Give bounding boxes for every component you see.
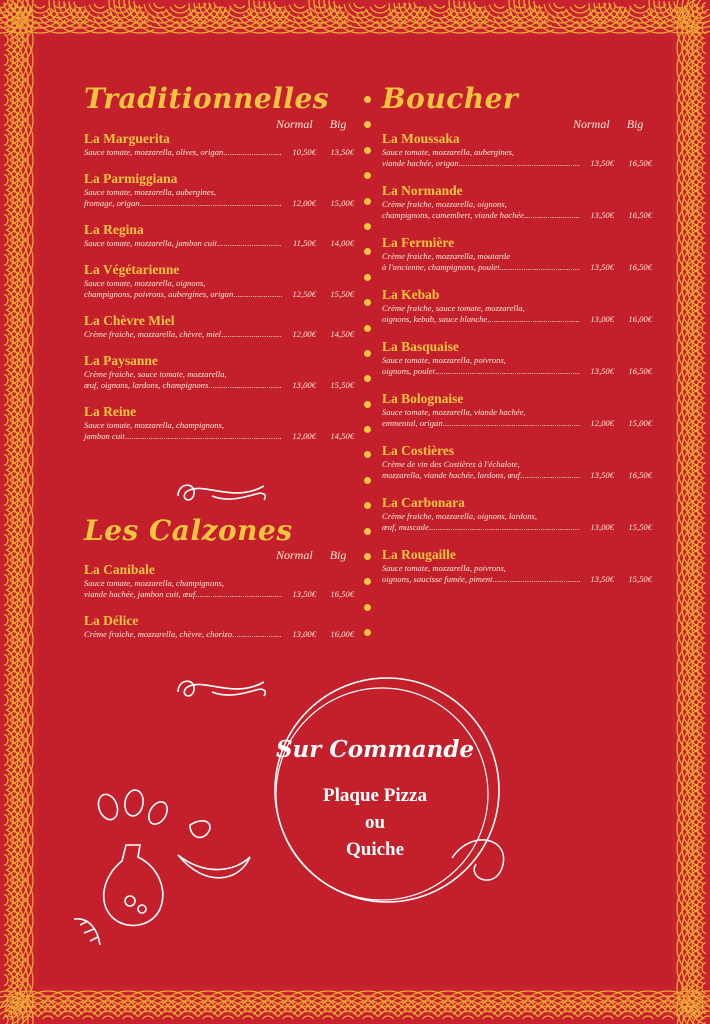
item-description: Sauce tomate, mozzarella, jambon cuit xyxy=(84,238,217,248)
leader-dots xyxy=(500,262,580,272)
item-name: La Reine xyxy=(84,404,137,419)
section-title-traditionnelles: Traditionnelles xyxy=(84,82,330,115)
commande-line-3: Quiche xyxy=(345,839,405,860)
item-description: à l'ancienne, champignons, poulet xyxy=(382,262,500,272)
leader-dots xyxy=(487,314,580,324)
price-big: 13,50€ xyxy=(330,147,354,157)
leader-dots xyxy=(459,158,580,168)
item-price-row xyxy=(382,262,652,273)
item-description: œuf, oignons, lardons, champignons xyxy=(84,380,209,390)
item-price-row xyxy=(84,147,354,158)
item-description: mozzarella, viande hachée, lardons, œuf xyxy=(382,470,521,480)
price-normal: 13,50€ xyxy=(590,366,614,376)
item-price-row xyxy=(382,574,652,585)
item-name: La Costières xyxy=(382,443,455,458)
item-description: champignons, poivrons, aubergines, origan xyxy=(84,289,234,299)
item-description: Crème fraiche, mozzarella, oignons, lardons, xyxy=(382,511,538,521)
item-description: jambon cuit xyxy=(84,431,125,441)
leader-dots xyxy=(125,431,282,441)
col-big-label: Big xyxy=(329,548,347,562)
column-headers-calzones xyxy=(276,548,346,563)
item-price-row xyxy=(84,238,354,249)
price-big: 16,50€ xyxy=(628,262,652,272)
item-price-row xyxy=(382,418,652,429)
item-description: Crème fraiche, sauce tomate, mozzarella, xyxy=(382,303,525,313)
item-price-row xyxy=(382,158,652,169)
price-big: 14,50€ xyxy=(330,431,354,441)
menu-item xyxy=(84,171,354,209)
menu-item xyxy=(84,222,354,249)
price-big: 14,50€ xyxy=(330,329,354,339)
item-price-row xyxy=(84,380,354,391)
col-big-label: Big xyxy=(329,117,347,131)
leader-dots xyxy=(195,589,282,599)
item-description: champignons, camembert, viande hachée xyxy=(382,210,524,220)
item-description: Sauce tomate, mozzarella, viande hachée, xyxy=(382,407,526,417)
item-price-row xyxy=(84,431,354,442)
leader-dots xyxy=(208,380,282,390)
price-normal: 13,00€ xyxy=(292,380,316,390)
item-description: œuf, muscade xyxy=(382,522,429,532)
price-normal: 12,50€ xyxy=(292,289,316,299)
menu-item xyxy=(84,131,354,158)
menu-item xyxy=(382,547,652,585)
item-price-row xyxy=(382,366,652,377)
price-big: 16,00€ xyxy=(330,629,354,639)
item-name: La Chèvre Miel xyxy=(84,313,175,328)
price-big: 14,00€ xyxy=(330,238,354,248)
item-name: La Parmiggiana xyxy=(84,171,178,186)
price-normal: 12,00€ xyxy=(292,329,316,339)
price-big: 15,00€ xyxy=(330,198,354,208)
item-price-row xyxy=(84,198,354,209)
col-normal-label: Normal xyxy=(573,117,610,131)
price-normal: 13,50€ xyxy=(590,574,614,584)
leader-dots xyxy=(435,366,580,376)
item-description: Sauce tomate, mozzarella, poivrons, xyxy=(382,563,506,573)
item-description: oignons, kebab, sauce blanche xyxy=(382,314,488,324)
item-description: oignons, saucisse fumée, piment xyxy=(382,574,493,584)
price-big: 16,50€ xyxy=(628,158,652,168)
item-price-row xyxy=(84,589,354,600)
item-name: La Moussaka xyxy=(382,131,460,146)
menu-item xyxy=(84,262,354,300)
menu-item xyxy=(382,131,652,169)
section-title-boucher: Boucher xyxy=(382,82,519,115)
menu-item xyxy=(84,562,354,600)
item-name: La Fermière xyxy=(382,235,455,250)
leader-dots xyxy=(524,210,580,220)
menu-item xyxy=(84,613,354,640)
item-name: La Bolognaise xyxy=(382,391,464,406)
menu-item xyxy=(382,183,652,221)
commande-title: Sur Commande xyxy=(275,736,475,763)
price-big: 16,50€ xyxy=(330,589,354,599)
price-big: 16,00€ xyxy=(628,314,652,324)
item-description: Crème fraiche, mozzarella, moutarde xyxy=(382,251,511,261)
price-big: 15,50€ xyxy=(330,380,354,390)
price-normal: 13,50€ xyxy=(590,158,614,168)
leader-dots xyxy=(221,329,282,339)
leader-dots xyxy=(217,238,282,248)
item-description: Sauce tomate, mozzarella, aubergines, xyxy=(382,147,515,157)
item-description: viande hachée, origan xyxy=(382,158,459,168)
item-description: Crème de vin des Costières à l'échalote, xyxy=(382,459,520,469)
item-name: La Canibale xyxy=(84,562,155,577)
menu-item xyxy=(84,353,354,391)
menu-item xyxy=(382,391,652,429)
price-normal: 12,00€ xyxy=(590,418,614,428)
item-description: Sauce tomate, mozzarella, oignons, xyxy=(84,278,206,288)
item-price-row xyxy=(84,289,354,300)
item-name: La Paysanne xyxy=(84,353,158,368)
price-normal: 13,50€ xyxy=(590,470,614,480)
menu-item xyxy=(382,235,652,273)
item-name: La Regina xyxy=(84,222,144,237)
menu-item xyxy=(382,287,652,325)
item-price-row xyxy=(382,470,652,481)
flourish-ornament xyxy=(172,476,272,510)
column-headers-boucher xyxy=(573,117,643,132)
column-headers-traditionnelles xyxy=(276,117,346,132)
price-normal: 12,00€ xyxy=(292,431,316,441)
section-title-calzones: Les Calzones xyxy=(84,514,293,547)
item-name: La Basquaise xyxy=(382,339,459,354)
item-description: oignons, poulet xyxy=(382,366,435,376)
leader-dots xyxy=(520,470,580,480)
item-name: La Normande xyxy=(382,183,463,198)
item-description: Crème fraiche, mozzarella, chèvre, chorizo xyxy=(84,629,233,639)
item-price-row xyxy=(84,629,354,640)
item-description: Sauce tomate, mozzarella, olives, origan xyxy=(84,147,224,157)
col-normal-label: Normal xyxy=(276,548,313,562)
leader-dots xyxy=(232,629,282,639)
price-big: 15,50€ xyxy=(628,522,652,532)
item-price-row xyxy=(382,522,652,533)
item-description: Sauce tomate, mozzarella, champignons, xyxy=(84,420,225,430)
item-name: La Carbonara xyxy=(382,495,465,510)
commande-line-2: ou xyxy=(364,812,386,833)
leader-dots xyxy=(233,289,282,299)
col-big-label: Big xyxy=(626,117,644,131)
item-description: Crème fraiche, mozzarella, oignons, xyxy=(382,199,507,209)
price-normal: 13,00€ xyxy=(590,314,614,324)
price-normal: 10,50€ xyxy=(292,147,316,157)
price-normal: 13,50€ xyxy=(590,262,614,272)
leader-dots xyxy=(443,418,580,428)
price-normal: 11,50€ xyxy=(293,238,316,248)
menu-item xyxy=(84,313,354,340)
item-description: Sauce tomate, mozzarella, aubergines, xyxy=(84,187,217,197)
price-normal: 13,00€ xyxy=(590,522,614,532)
item-price-row xyxy=(84,329,354,340)
price-big: 16,50€ xyxy=(628,470,652,480)
food-illustration xyxy=(66,785,266,955)
menu-item xyxy=(382,339,652,377)
price-normal: 12,00€ xyxy=(292,198,316,208)
price-normal: 13,50€ xyxy=(292,589,316,599)
price-big: 15,50€ xyxy=(628,574,652,584)
item-description: emmental, origan xyxy=(382,418,443,428)
item-description: Sauce tomate, mozzarella, champignons, xyxy=(84,578,225,588)
menu-item xyxy=(382,495,652,533)
item-description: Crème fraiche, sauce tomate, mozzarella, xyxy=(84,369,227,379)
item-name: La Marguerita xyxy=(84,131,170,146)
price-big: 15,50€ xyxy=(330,289,354,299)
item-price-row xyxy=(382,210,652,221)
item-description: fromage, origan xyxy=(84,198,140,208)
leader-dots xyxy=(493,574,580,584)
price-normal: 13,00€ xyxy=(292,629,316,639)
leader-dots xyxy=(223,147,282,157)
item-name: La Délice xyxy=(84,613,139,628)
price-normal: 13,50€ xyxy=(590,210,614,220)
leader-dots xyxy=(140,198,282,208)
item-description: Sauce tomate, mozzarella, poivrons, xyxy=(382,355,506,365)
item-name: La Végétarienne xyxy=(84,262,180,277)
leader-dots xyxy=(429,522,580,532)
flourish-ornament xyxy=(172,672,272,706)
price-big: 16,50€ xyxy=(628,366,652,376)
menu-item xyxy=(382,443,652,481)
dotted-divider xyxy=(362,96,374,655)
item-price-row xyxy=(382,314,652,325)
price-big: 15,00€ xyxy=(628,418,652,428)
item-name: La Kebab xyxy=(382,287,440,302)
item-name: La Rougaille xyxy=(382,547,456,562)
menu-item xyxy=(84,404,354,442)
col-normal-label: Normal xyxy=(276,117,313,131)
price-big: 16,50€ xyxy=(628,210,652,220)
commande-line-1: Plaque Pizza xyxy=(323,785,427,806)
item-description: viande hachée, jambon cuit, œuf xyxy=(84,589,196,599)
item-description: Crème fraiche, mozzarella, chèvre, miel xyxy=(84,329,222,339)
